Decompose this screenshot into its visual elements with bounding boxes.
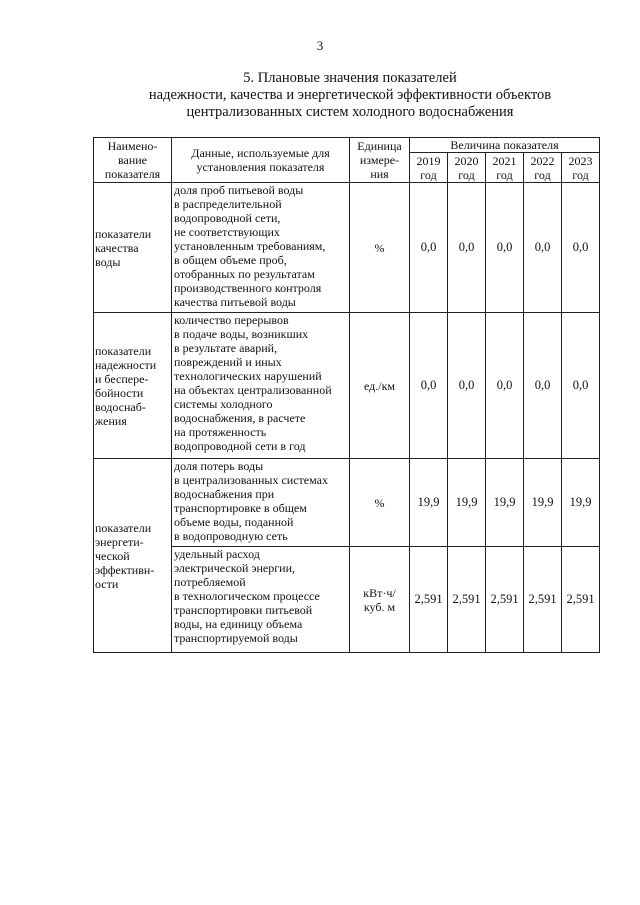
cell-line: ед./км [363,378,396,393]
title-line: 5. Плановые значения показателей [243,70,457,86]
cell-line: в распределительной [174,197,282,211]
unit-cell [350,313,410,459]
cell-line: бойности [95,385,144,400]
cell-line: % [374,240,385,255]
cell-line: транспортируемой воды [174,631,298,645]
cell-line: в результате аварий, [174,341,278,355]
cell-line: в общем объеме проб, [174,253,287,267]
cell-line: количество перерывов [174,313,289,327]
table-row [94,459,600,547]
header-text: Данные, используемые для [191,146,330,160]
cell-line: показатели [95,343,152,358]
source-data-cell [172,547,350,653]
year-label: год [420,167,437,182]
cell-line: ческой [95,548,130,563]
cell-line: транспортировки питьевой [174,603,313,617]
header-text: Единица [357,139,402,153]
cell-line: технологических нарушений [174,369,322,383]
value-cell: 2,591 [524,547,562,653]
table-row [94,183,600,313]
value-cell: 0,0 [410,183,448,313]
value-cell: 19,9 [410,459,448,547]
indicator-name-cell [94,313,172,459]
value-cell: 0,0 [410,313,448,459]
cell-line: воды, на единицу объема [174,617,303,631]
header-year-2022 [524,153,562,183]
year-number: 2021 [492,153,517,168]
cell-line: в централизованных системах [174,473,328,487]
table-row [94,313,600,459]
value-cell: 0,0 [448,183,486,313]
value-cell: 0,0 [524,313,562,459]
source-data-cell [172,313,350,459]
header-text: Наимено- [107,139,158,153]
title-line: надежности, качества и энергетической эффективности объектов [148,87,552,103]
cell-line: водопроводной сети в год [174,439,306,453]
cell-line: удельный расход [174,547,260,561]
cell-line: водоснабжения, в расчете [174,411,306,425]
unit-cell [350,547,410,653]
source-data-cell [172,459,350,547]
header-unit [350,138,410,183]
cell-line: электрической энергии, [174,561,296,575]
header-text: измере- [359,153,400,167]
cell-line: кВт·ч/ [363,585,396,600]
header-text: вание [117,153,147,167]
unit-cell [350,183,410,313]
cell-line: водоснабжения при [174,487,275,501]
year-label: год [534,167,551,182]
cell-line: в технологическом процессе [174,589,320,603]
cell-line: на объектах централизованной [174,383,332,397]
cell-line: эффективн- [95,562,155,577]
header-text: показателя [104,167,161,181]
page-number: 3 [316,38,324,53]
year-number: 2019 [416,153,441,168]
value-cell: 2,591 [410,547,448,653]
value-cell: 2,591 [448,547,486,653]
cell-line: куб. м [363,599,396,614]
cell-line: объеме воды, поданной [174,515,294,529]
header-text: установления показателя [196,160,325,174]
value-cell: 19,9 [524,459,562,547]
cell-line: доля проб питьевой воды [174,183,304,197]
value-cell: 0,0 [486,313,524,459]
header-text: ния [370,167,389,181]
value-cell: 0,0 [486,183,524,313]
value-cell: 2,591 [562,547,600,653]
cell-line: и беспере- [95,371,149,386]
year-number: 2023 [568,153,593,168]
year-label: год [458,167,475,182]
cell-line: в водопроводную сеть [174,529,288,543]
value-cell: 19,9 [448,459,486,547]
value-cell: 19,9 [562,459,600,547]
value-cell: 0,0 [524,183,562,313]
header-year-2021 [486,153,524,183]
year-label: год [572,167,589,182]
cell-line: на протяженность [174,425,267,439]
header-indicator-name [94,138,172,183]
cell-line: показатели [95,520,152,535]
header-source-data [172,138,350,183]
cell-line: надежности [95,357,157,372]
table-body [94,183,600,653]
cell-line: транспортировке в общем [174,501,307,515]
year-number: 2022 [530,153,555,168]
title-line: централизованных систем холодного водоснабжения [186,104,514,120]
header-year-2020 [448,153,486,183]
indicator-name-cell [94,459,172,653]
cell-line: показатели [95,226,152,241]
year-number: 2020 [454,153,479,168]
year-label: год [496,167,513,182]
cell-line: повреждений и иных [174,355,282,369]
cell-line: отобранных по результатам [174,267,315,281]
value-cell: 19,9 [486,459,524,547]
unit-cell [350,459,410,547]
cell-line: % [374,495,385,510]
section-title [80,70,620,121]
cell-line: в подаче воды, возникших [174,327,309,341]
cell-line: водопроводной сети, [174,211,281,225]
value-cell: 0,0 [562,313,600,459]
source-data-cell [172,183,350,313]
value-cell: 2,591 [486,547,524,653]
cell-line: не соответствующих [174,225,280,239]
cell-line: энергети- [95,534,144,549]
cell-line: воды [95,254,121,269]
indicator-name-cell [94,183,172,313]
cell-line: системы холодного [174,397,273,411]
header-value-group: Величина показателя [410,138,600,153]
header-year-2019 [410,153,448,183]
cell-line: качества питьевой воды [174,295,296,309]
cell-line: жения [95,413,127,428]
indicators-table [93,137,600,653]
cell-line: потребляемой [174,575,246,589]
cell-line: доля потерь воды [174,459,264,473]
header-year-2023 [562,153,600,183]
cell-line: ости [95,576,119,591]
cell-line: установленным требованиям, [174,239,326,253]
value-cell: 0,0 [562,183,600,313]
cell-line: производственного контроля [174,281,322,295]
cell-line: качества [95,240,139,255]
value-cell: 0,0 [448,313,486,459]
cell-line: водоснаб- [95,399,146,414]
